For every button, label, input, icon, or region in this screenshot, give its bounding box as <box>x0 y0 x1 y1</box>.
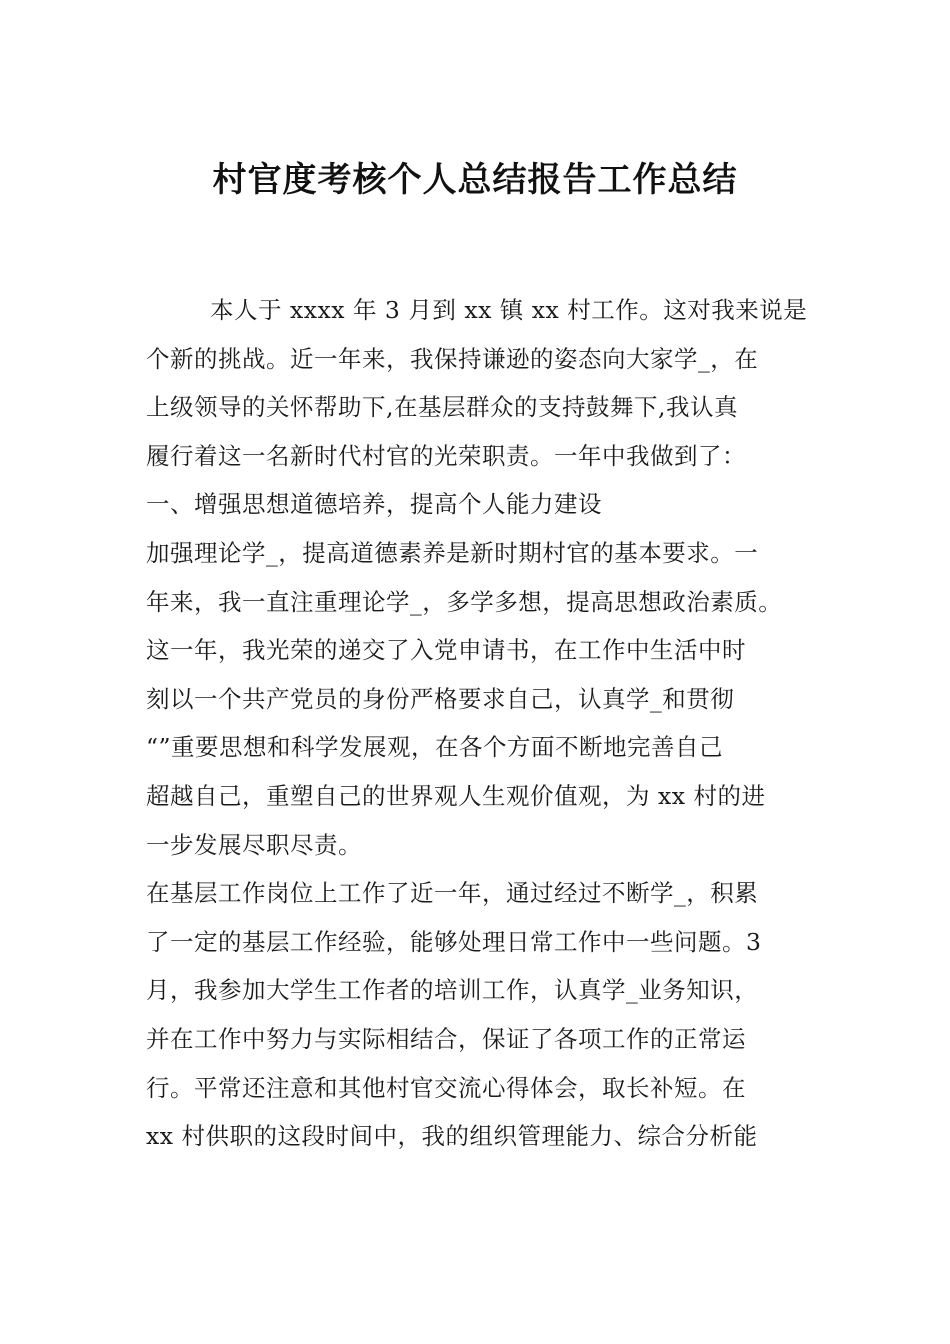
body-line: 这一年，我光荣的递交了入党申请书，在工作中生活中时 <box>146 636 746 665</box>
body-line: 加强理论学_，提高道德素养是新时期村官的基本要求。一 <box>146 538 759 567</box>
body-line: “”重要思想和科学发展观，在各个方面不断地完善自己 <box>146 733 724 762</box>
body-line: 行。平常还注意和其他村官交流心得体会，取长补短。在 <box>146 1073 746 1102</box>
section-heading: 一、增强思想道德培养，提高个人能力建设 <box>146 490 602 519</box>
body-line: 上级领导的关怀帮助下,在基层群众的支持鼓舞下,我认真 <box>146 393 738 422</box>
body-line: 刻以一个共产党员的身份严格要求自己，认真学_和贯彻 <box>146 684 735 713</box>
body-line: 在基层工作岗位上工作了近一年，通过经过不断学_，积累 <box>146 879 759 908</box>
body-line: 了一定的基层工作经验，能够处理日常工作中一些问题。3 <box>146 927 762 956</box>
body-line: 月，我参加大学生工作者的培训工作，认真学_业务知识， <box>146 976 759 1005</box>
body-line: 履行着这一名新时代村官的光荣职责。一年中我做到了： <box>146 441 746 470</box>
body-line: 一步发展尽职尽责。 <box>146 830 362 859</box>
document-body <box>146 286 826 1161</box>
body-line: 并在工作中努力与实际相结合，保证了各项工作的正常运 <box>146 1024 746 1053</box>
body-line: 本人于 xxxx 年 3 月到 xx 镇 xx 村工作。这对我来说是 <box>210 296 808 324</box>
document-title: 村官度考核个人总结报告工作总结 <box>212 160 738 200</box>
body-line: 年来，我一直注重理论学_，多学多想，提高思想政治素质。 <box>146 587 783 616</box>
body-line: 超越自己，重塑自己的世界观人生观价值观，为 xx 村的进 <box>146 781 766 810</box>
body-line: xx 村供职的这段时间中，我的组织管理能力、综合分析能 <box>146 1122 758 1151</box>
body-line: 个新的挑战。近一年来，我保持谦逊的姿态向大家学_，在 <box>146 344 759 373</box>
